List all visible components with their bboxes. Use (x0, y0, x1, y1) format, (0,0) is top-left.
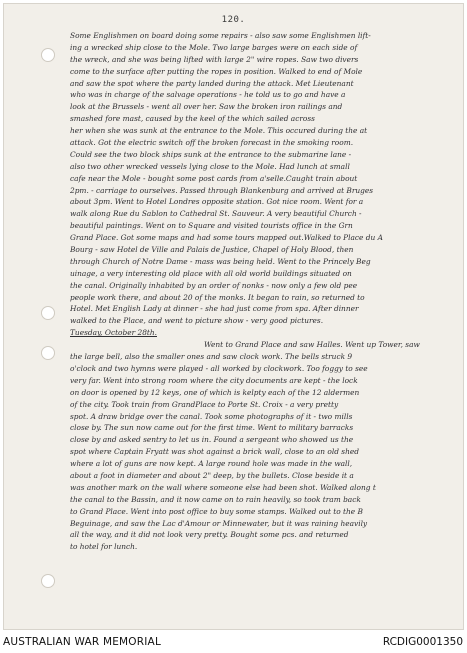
text-line: Beguinage, and saw the Lac d'Amour or Minnewater, but it was raining heavily (70, 518, 368, 528)
text-line: Hotel. Met English Lady at dinner - she had just come from spa. After dinner (70, 304, 359, 314)
paragraph-2 (70, 351, 450, 553)
page-number: 120. (221, 15, 246, 25)
binder-hole (41, 48, 55, 62)
text-line: Bourg - saw Hotel de Ville and Palais de Justice, Chapel of Holy Blood, then (70, 245, 354, 255)
heading-continuation: Went to Grand Place and saw Halles. Went up Tower, saw (204, 340, 420, 350)
text-line: smashed fore mast, caused by the keel of the which sailed across (70, 114, 315, 124)
text-line: people work there, and about 20 of the monks. It began to rain, so returned to (70, 292, 365, 302)
text-line: her when she was sunk at the entrance to the Mole. This occured during the at (70, 126, 368, 136)
text-line: of the city. Took train from GrandPlace to Porte St. Croix - a very pretty (70, 399, 339, 409)
footer (0, 632, 467, 653)
text-line: the canal to the Bassin, and it now came on to rain heavily, so took tram back (70, 494, 361, 504)
text-line: was another mark on the wall where someone else had been shot. Walked along t (70, 482, 376, 492)
text-line: on door is opened by 12 keys, one of which is kelpty each of the 12 aldermen (70, 387, 360, 397)
text-line: walk along Rue du Sablon to Cathedral St. Sauveur. A very beautiful Church - (70, 209, 362, 219)
footer-institution: AUSTRALIAN WAR MEMORIAL (3, 636, 161, 648)
entry-heading: Tuesday, October 28th. (70, 328, 157, 338)
text-line: all the way, and it did not look very pretty. Bought some pcs. and returned (70, 530, 349, 540)
text-line: walked to the Place, and went to picture show - very good pictures. (70, 316, 324, 326)
text-line: who was in charge of the salvage operations - he told us to go and have a (70, 90, 346, 100)
text-line: come to the surface after putting the ropes in position. Walked to end of Mole (70, 66, 363, 76)
text-line: the canal. Originally inhabited by an order of nonks - now only a few old pee (70, 280, 358, 290)
paragraph-1 (70, 30, 450, 327)
text-line: o'clock and two hymns were played - all worked by clockwork. Too foggy to see (70, 363, 368, 373)
text-line: very far. Went into strong room where the city documents are kept - the lock (70, 375, 358, 385)
text-line: about 3pm. Went to Hotel Londres opposite station. Got nice room. Went for a (70, 197, 364, 207)
text-line: Could see the two block ships sunk at the entrance to the submarine lane - (70, 149, 352, 159)
entry-heading-line (70, 327, 450, 339)
text-line: attack. Got the electric switch off the broken forecast in the smoking room. (70, 138, 354, 148)
footer-reference: RCDIG0001350 (382, 636, 463, 648)
text-line: close by. The sun now came out for the first time. Went to military barracks (70, 423, 354, 433)
text-line: about a foot in diameter and about 2" deep, by the bullets. Close beside it a (70, 470, 354, 480)
diary-page (3, 3, 464, 630)
text-line: through Church of Notre Dame - mass was being held. Went to the Princely Beg (70, 256, 371, 266)
binder-hole (41, 306, 55, 320)
text-line: to Grand Place. Went into post office to buy some stamps. Walked out to the B (70, 506, 363, 516)
text-line: spot where Captain Fryatt was shot against a brick wall, close to an old shed (70, 447, 359, 457)
text-line: look at the Brussels - went all over her. Saw the broken iron railings and (70, 102, 343, 112)
text-line: cafe near the Mole - bought some post cards from a'selle.Caught train about (70, 173, 358, 183)
binder-hole (41, 574, 55, 588)
text-line: and saw the spot where the party landed during the attack. Met Lieutenant (70, 78, 354, 88)
text-line: 2pm. - carriage to ourselves. Passed through Blankenburg and arrived at Bruges (70, 185, 374, 195)
text-line: uinage, a very interesting old place with all old world buildings situated on (70, 268, 352, 278)
text-line: the wreck, and she was being lifted with large 2" wire ropes. Saw two divers (70, 54, 359, 64)
typed-text (70, 30, 450, 553)
binder-hole (41, 346, 55, 360)
text-line: Some Englishmen on board doing some repairs - also saw some Englishmen lift- (70, 31, 371, 40)
text-line: to hotel for lunch. (70, 542, 138, 552)
text-line: beautiful paintings. Went on to Square and visited tourists office in the Grn (70, 221, 353, 231)
text-line: also two other wrecked vessels lying close to the Mole. Had lunch at small (70, 161, 350, 171)
text-line: ing a wrecked ship close to the Mole. Two large barges were on each side of (70, 42, 358, 52)
text-line: the large bell, also the smaller ones and saw clock work. The bells struck 9 (70, 352, 353, 362)
text-line: close by and asked sentry to let us in. Found a sergeant who showed us the (70, 435, 354, 445)
text-line: spot. A draw bridge over the canal. Took some photographs of it - two mills (70, 411, 353, 421)
text-line: Grand Place. Got some maps and had some tours mapped out.Walked to Place du A (70, 233, 383, 243)
text-line: where a lot of guns are now kept. A large round hole was made in the wall, (70, 459, 353, 469)
